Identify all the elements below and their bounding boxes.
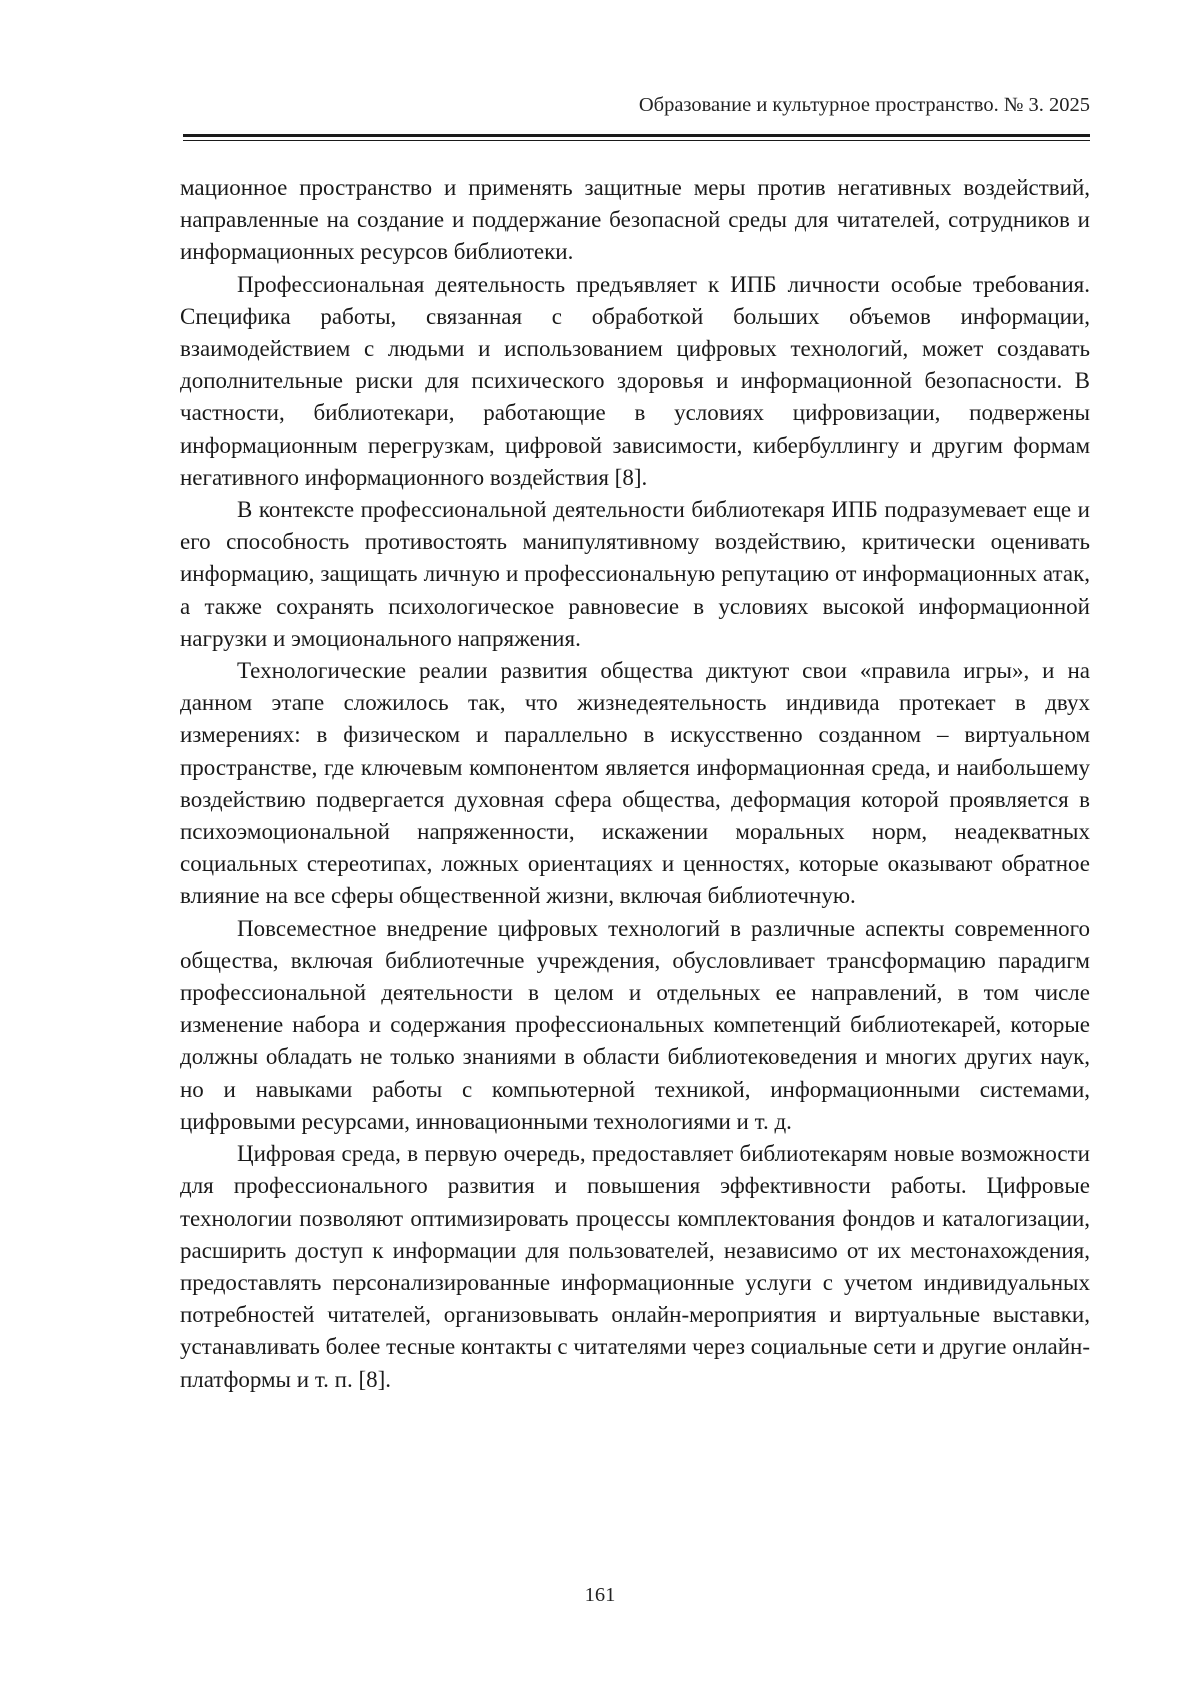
header-double-rule xyxy=(183,134,1090,141)
paragraph: Повсеместное внедрение цифровых технологий в различные аспекты современного общества, включая библиотечные учреждения, обусловливает трансформацию парадигм профессиональной деятельности в целом и отдельных ее направлений, в том числе изменение набора и содержания профессиональных компетенций библиотекарей, которые должны обладать не только знаниями в области библиотековедения и многих других наук, но и навыками работы с компьютерной техникой, информационными системами, цифровыми ресурсами, инновационными технологиями и т. д. xyxy=(180,915,1090,1134)
running-header: Образование и культурное пространство. № 3. 2025 xyxy=(638,94,1090,116)
article-body xyxy=(180,172,1090,1396)
paragraph: В контексте профессиональной деятельности библиотекаря ИПБ подразумевает еще и его способность противостоять манипулятивному воздействию, критически оценивать информацию, защищать личную и профессиональную репутацию от информационных атак, а также сохранять психологическое равновесие в условиях высокой информационной нагрузки и эмоционального напряжения. xyxy=(180,497,1090,651)
paragraph: Цифровая среда, в первую очередь, предоставляет библиотекарям новые возможности для профессионального развития и повышения эффективности работы. Цифровые технологии позволяют оптимизировать процессы комплектования фондов и каталогизации, расширить доступ к информации для пользователей, независимо от их местонахождения, предоставлять персонализированные информационные услуги с учетом индивидуальных потребностей читателей, организовывать онлайн-мероприятия и виртуальные выставки, устанавливать более тесные контакты с читателями через социальные сети и другие онлайн-платформы и т. п. [8]. xyxy=(180,1141,1090,1392)
paragraph-continued: мационное пространство и применять защитные меры против негативных воздействий, направленные на создание и поддержание безопасной среды для читателей, сотрудников и информационных ресурсов библиотеки. xyxy=(180,175,1090,265)
paragraph: Технологические реалии развития общества диктуют свои «правила игры», и на данном этапе сложилось так, что жизнедеятельность индивида протекает в двух измерениях: в физическом и параллельно в искусственно созданном – виртуальном пространстве, где ключевым компонентом является информационная среда, и наибольшему воздействию подвергается духовная сфера общества, деформация которой проявляется в психоэмоциональной напряженности, искажении моральных норм, неадекватных социальных стереотипах, ложных ориентациях и ценностях, которые оказывают обратное влияние на все сферы общественной жизни, включая библиотечную. xyxy=(180,658,1090,909)
paragraph: Профессиональная деятельность предъявляет к ИПБ личности особые требования. Специфика работы, связанная с обработкой больших объемов информации, взаимодействием с людьми и использованием цифровых технологий, может создавать дополнительные риски для психического здоровья и информационной безопасности. В частности, библиотекари, работающие в условиях цифровизации, подвержены информационным перегрузкам, цифровой зависимости, кибербуллингу и другим формам негативного информационного воздействия [8]. xyxy=(180,271,1090,490)
page-number: 161 xyxy=(584,1584,616,1606)
